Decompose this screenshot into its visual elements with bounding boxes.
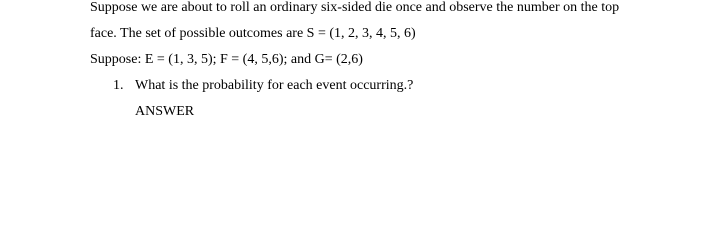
paragraph-line-3: Suppose: E = (1, 3, 5); F = (4, 5,6); and G= (2,6) xyxy=(90,52,363,67)
paragraph-line-1: Suppose we are about to roll an ordinary six-sided die once and observe the number on the top xyxy=(90,0,620,15)
answer-label: ANSWER xyxy=(135,104,195,119)
question-1-number: 1. xyxy=(113,78,124,93)
paragraph-line-2: face. The set of possible outcomes are S = (1, 2, 3, 4, 5, 6) xyxy=(90,26,416,41)
question-1-text: What is the probability for each event occurring.? xyxy=(135,78,414,93)
